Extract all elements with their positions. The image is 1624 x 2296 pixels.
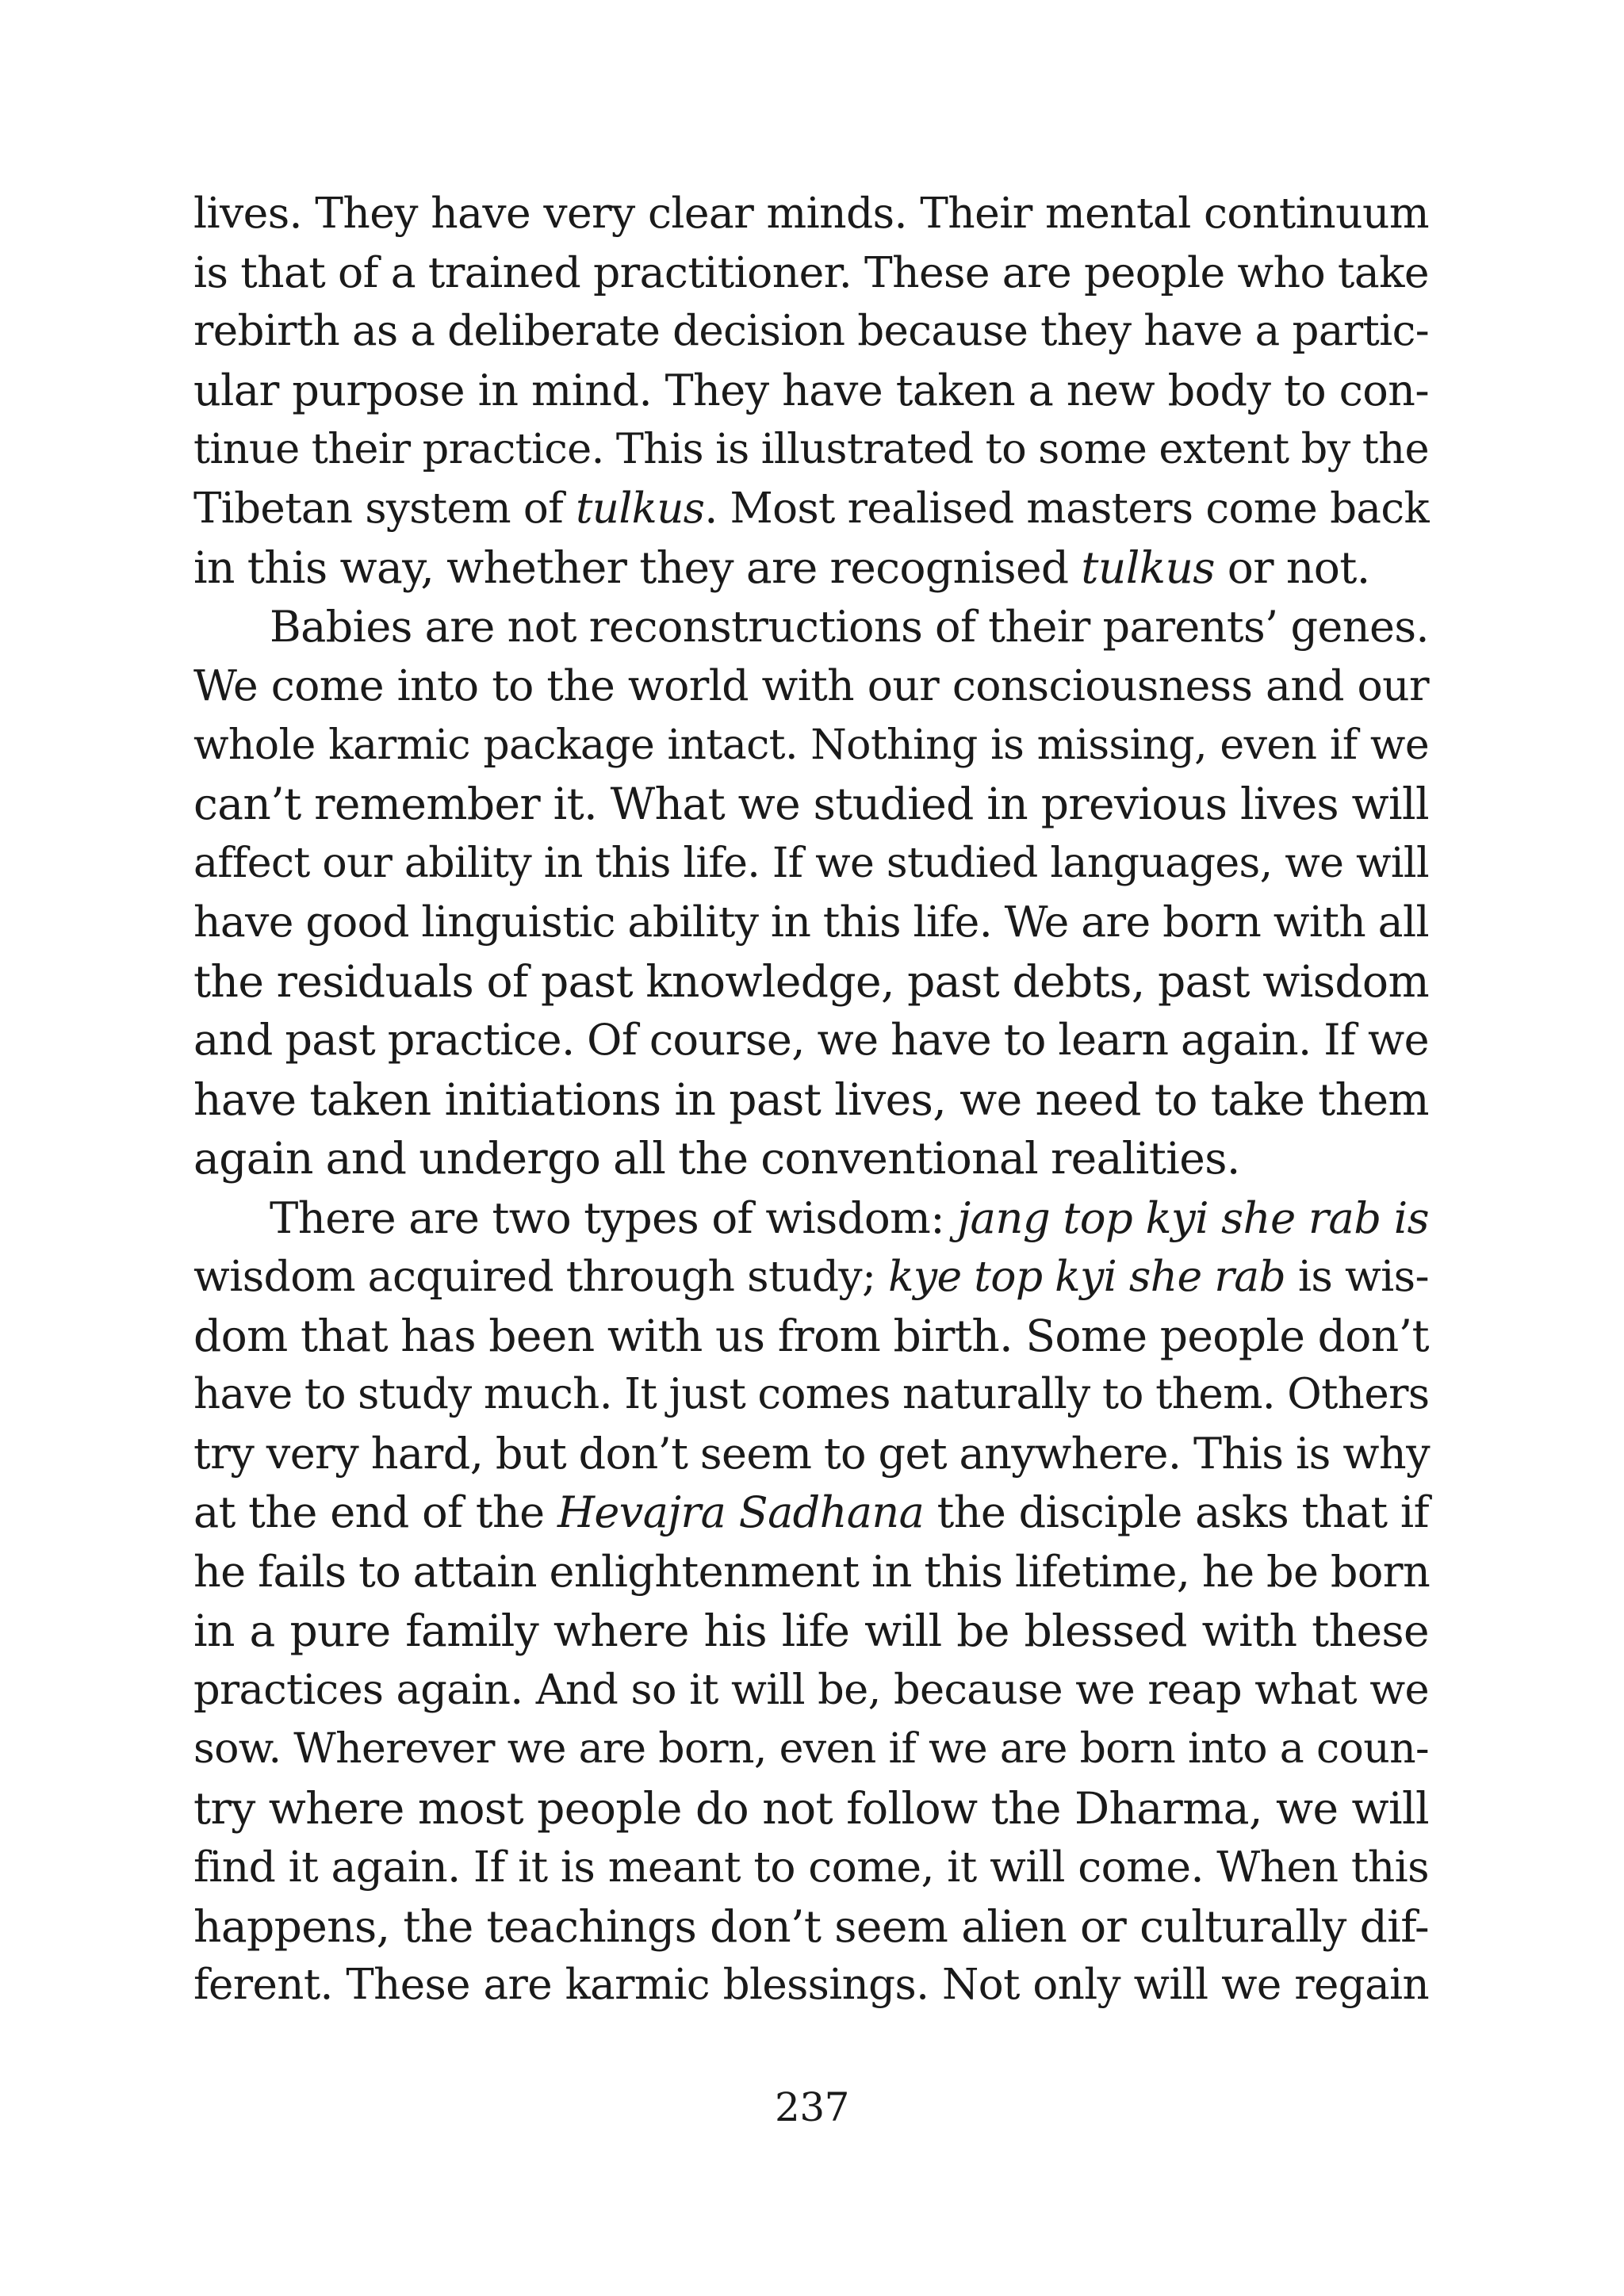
text-line: the residuals of past knowledge, past debts, past wisdom bbox=[193, 955, 1429, 1007]
text-line: practices again. And so it will be, because we reap what we bbox=[193, 1665, 1429, 1714]
text-line: have taken initiations in past lives, we need to take them bbox=[193, 1073, 1429, 1125]
italic-term: jang top kyi she rab is bbox=[957, 1192, 1429, 1243]
page-number: 237 bbox=[775, 2084, 849, 2130]
text-line: affect our ability in this life. If we studied languages, we will bbox=[193, 839, 1429, 887]
text-line: can’t remember it. What we studied in previous lives will bbox=[193, 779, 1429, 829]
text-line: rebirth as a deliberate decision because they have a partic- bbox=[193, 307, 1429, 355]
text-line: again and undergo all the conventional realities. bbox=[193, 1133, 1240, 1184]
paragraph-3 bbox=[193, 1188, 1429, 2015]
italic-term: Hevajra Sadhana bbox=[557, 1487, 925, 1537]
italic-term: tulkus bbox=[576, 484, 705, 533]
text-line: he fails to attain enlightenment in this lifetime, he be born bbox=[193, 1546, 1431, 1597]
text-line: try where most people do not follow the Dharma, we will bbox=[193, 1782, 1429, 1834]
text-line: dom that has been with us from birth. Some people don’t bbox=[193, 1310, 1429, 1361]
text-line: tinue their practice. This is illustrated to some extent by the bbox=[193, 425, 1429, 473]
text-line: wisdom acquired through study; kye top kyi she rab is wis- bbox=[193, 1251, 1429, 1301]
paragraph-1 bbox=[193, 184, 1429, 598]
paragraph-2 bbox=[193, 598, 1429, 1188]
text-line: Babies are not reconstructions of their parents’ genes. bbox=[270, 601, 1429, 652]
text-line: find it again. If it is meant to come, it will come. When this bbox=[193, 1842, 1429, 1892]
text-line: whole karmic package intact. Nothing is missing, even if we bbox=[193, 721, 1429, 769]
text-line: in this way, whether they are recognised tulkus or not. bbox=[193, 542, 1370, 593]
text-line: We come into to the world with our consciousness and our bbox=[193, 660, 1429, 710]
text-line: is that of a trained practitioner. These are people who take bbox=[193, 247, 1429, 297]
body-text bbox=[193, 184, 1429, 2015]
text-line: There are two types of wisdom: jang top kyi she rab is bbox=[270, 1192, 1429, 1243]
text-line: ferent. These are karmic blessings. Not only will we regain bbox=[193, 1961, 1429, 2009]
text-line: at the end of the Hevajra Sadhana the disciple asks that if bbox=[193, 1487, 1429, 1537]
text-line: lives. They have very clear minds. Their mental continuum bbox=[193, 188, 1429, 238]
text-line: Tibetan system of tulkus. Most realised masters come back bbox=[193, 484, 1429, 533]
italic-term: tulkus bbox=[1081, 542, 1215, 593]
page-body bbox=[193, 184, 1429, 2015]
italic-term: kye top kyi she rab bbox=[888, 1251, 1286, 1301]
text-line: in a pure family where his life will be blessed with these bbox=[193, 1605, 1429, 1656]
text-line: and past practice. Of course, we have to learn again. If we bbox=[193, 1015, 1429, 1065]
text-line: sow. Wherever we are born, even if we are born into a coun- bbox=[193, 1725, 1429, 1773]
text-line: try very hard, but don’t seem to get anywhere. This is why bbox=[193, 1428, 1431, 1479]
text-line: have good linguistic ability in this life. We are born with all bbox=[193, 897, 1429, 947]
text-line: ular purpose in mind. They have taken a new body to con- bbox=[193, 365, 1429, 415]
text-line: happens, the teachings don’t seem alien or culturally dif- bbox=[193, 1900, 1429, 1952]
text-line: have to study much. It just comes naturally to them. Others bbox=[193, 1370, 1430, 1418]
